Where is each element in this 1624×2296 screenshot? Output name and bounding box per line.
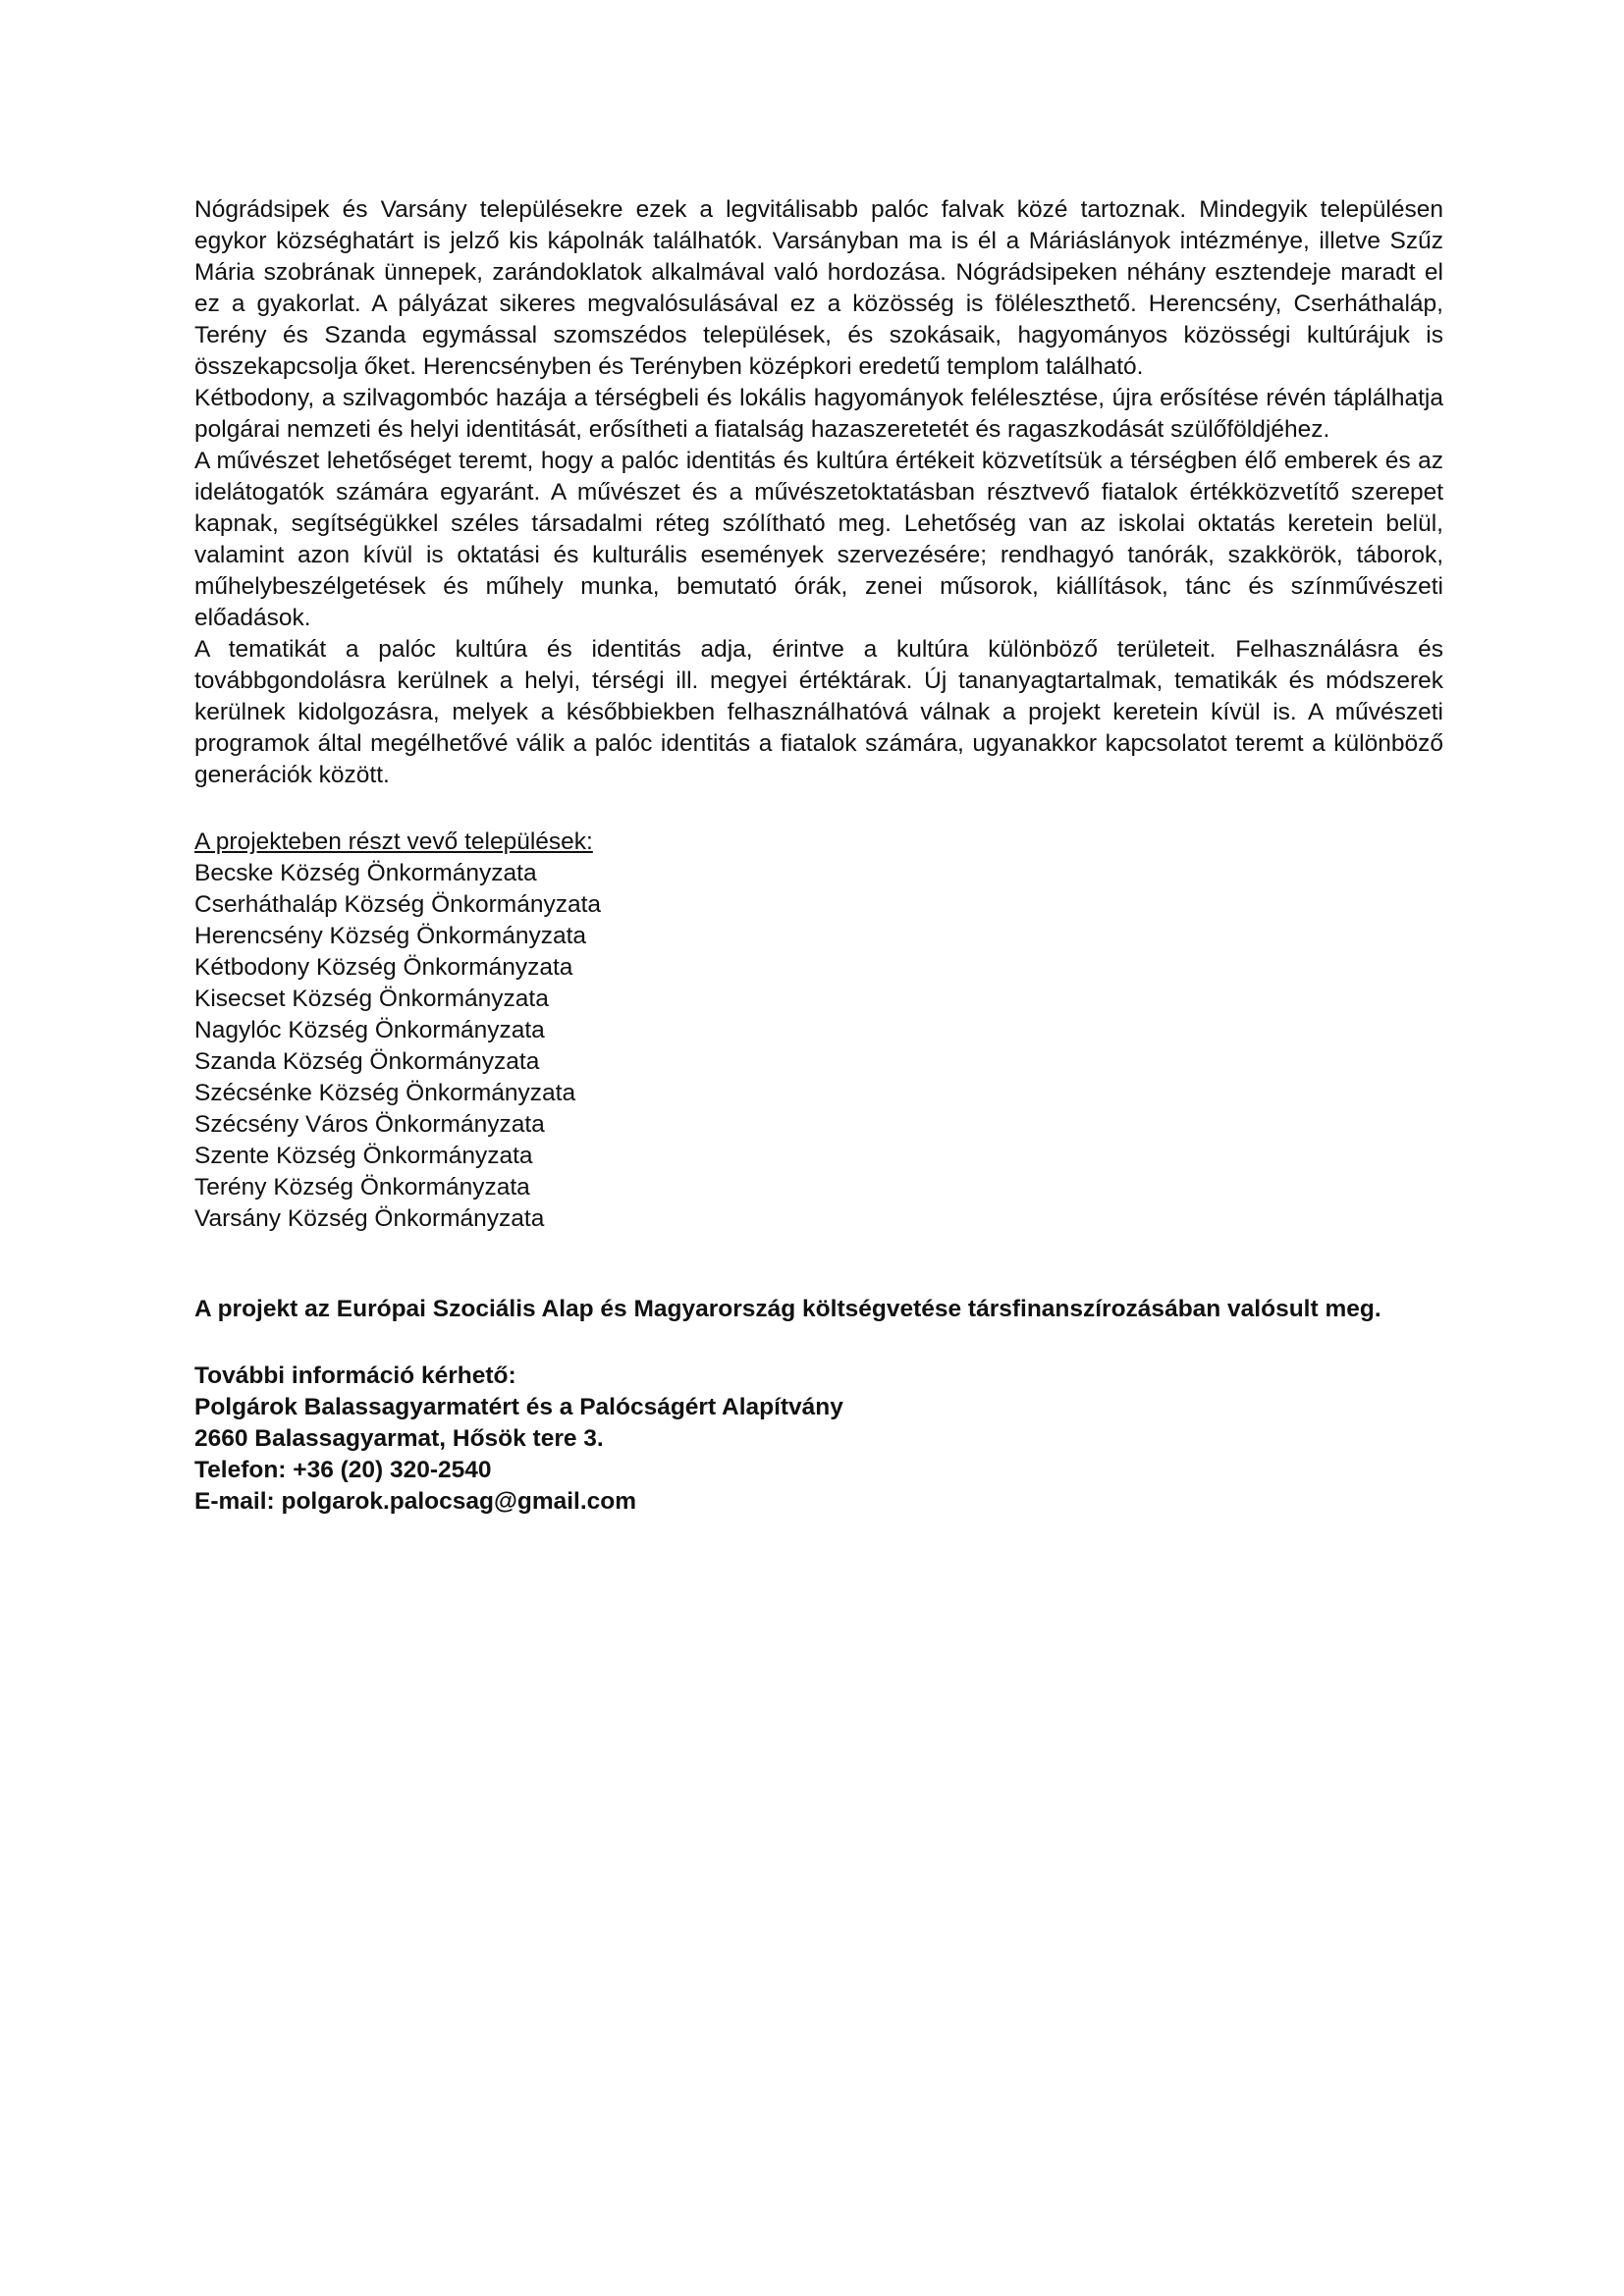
paragraph-ketbodony: Kétbodony, a szilvagombóc hazája a térségbeli és lokális hagyományok felélesztése, újra erősítése révén táplálhatja polgárai nemzeti és helyi identitását, erősítheti a fiatalság hazaszeretetét és ragaszkodását szülőföldjéhez. xyxy=(194,385,1443,443)
list-item: Szécsénke Község Önkormányzata xyxy=(194,1080,576,1106)
list-item: Szécsény Város Önkormányzata xyxy=(194,1111,545,1138)
settlements-heading: A projekteben részt vevő települések: xyxy=(194,828,593,855)
list-item: Cserháthaláp Község Önkormányzata xyxy=(194,891,601,918)
paragraph-art: A művészet lehetőséget teremt, hogy a palóc identitás és kultúra értékeit közvetítsük a térségben élő emberek és az idelátogatók számára egyaránt. A művészet és a művészetoktatásban résztvevő fiatalok értékközvetítő szerepet kapnak, segítségükkel széles társadalmi réteg szólítható meg. Lehetőség van az iskolai oktatás keretein belül, valamint azon kívül is oktatási és kulturális események szervezésére; rendhagyó tanórák, szakkörök, táborok, műhelybeszélgetések és műhely munka, bemutató órák, zenei műsorok, kiállítások, tánc és színművészeti előadások. xyxy=(194,448,1443,631)
list-item: Herencsény Község Önkormányzata xyxy=(194,923,586,949)
list-item: Szente Község Önkormányzata xyxy=(194,1143,533,1169)
list-item: Szanda Község Önkormányzata xyxy=(194,1048,540,1075)
contact-phone: Telefon: +36 (20) 320-2540 xyxy=(194,1457,492,1483)
funding-statement: A projekt az Európai Szociális Alap és Magyarország költségvetése társfinanszírozásában valósult meg. xyxy=(194,1296,1381,1322)
list-item: Varsány Község Önkormányzata xyxy=(194,1205,545,1232)
contact-intro: További információ kérhető: xyxy=(194,1362,516,1389)
list-item: Nagylóc Község Önkormányzata xyxy=(194,1017,545,1043)
document-page xyxy=(194,194,1443,1518)
contact-block xyxy=(194,1361,1443,1518)
settlements-list xyxy=(194,858,1443,1235)
contact-address: 2660 Balassagyarmat, Hősök tere 3. xyxy=(194,1425,604,1452)
list-item: Terény Község Önkormányzata xyxy=(194,1174,530,1201)
list-item: Becske Község Önkormányzata xyxy=(194,860,537,886)
list-item: Kisecset Község Önkormányzata xyxy=(194,986,549,1012)
paragraph-villages: Nógrádsipek és Varsány településekre ezek a legvitálisabb palóc falvak közé tartoznak. Mindegyik településen egykor községhatárt is jelző kis kápolnák találhatók. Varsányban ma is él a Máriáslányok intézménye, illetve Szűz Mária szobrának ünnepek, zarándoklatok alkalmával való hordozása. Nógrádsipeken néhány esztendeje maradt el ez a gyakorlat. A pályázat sikeres megvalósulásával ez a közösség is föléleszthető. Herencsény, Cserháthaláp, Terény és Szanda egymással szomszédos települések, és szokásaik, hagyományos közösségi kultúrájuk is összekapcsolja őket. Herencsényben és Terényben középkori eredetű templom található. xyxy=(194,196,1443,380)
contact-email: E-mail: polgarok.palocsag@gmail.com xyxy=(194,1488,637,1515)
list-item: Kétbodony Község Önkormányzata xyxy=(194,954,573,981)
paragraph-thematics: A tematikát a palóc kultúra és identitás adja, érintve a kultúra különböző területeit. Felhasználásra és továbbgondolásra kerülnek a helyi, térségi ill. megyei értéktárak. Új tananyagtartalmak, tematikák és módszerek kerülnek kidolgozásra, melyek a későbbiekben felhasználhatóvá válnak a projekt keretein kívül is. A művészeti programok által megélhetővé válik a palóc identitás a fiatalok számára, ugyanakkor kapcsolatot teremt a különböző generációk között. xyxy=(194,636,1443,788)
contact-organization: Polgárok Balassagyarmatért és a Palócságért Alapítvány xyxy=(194,1394,843,1420)
